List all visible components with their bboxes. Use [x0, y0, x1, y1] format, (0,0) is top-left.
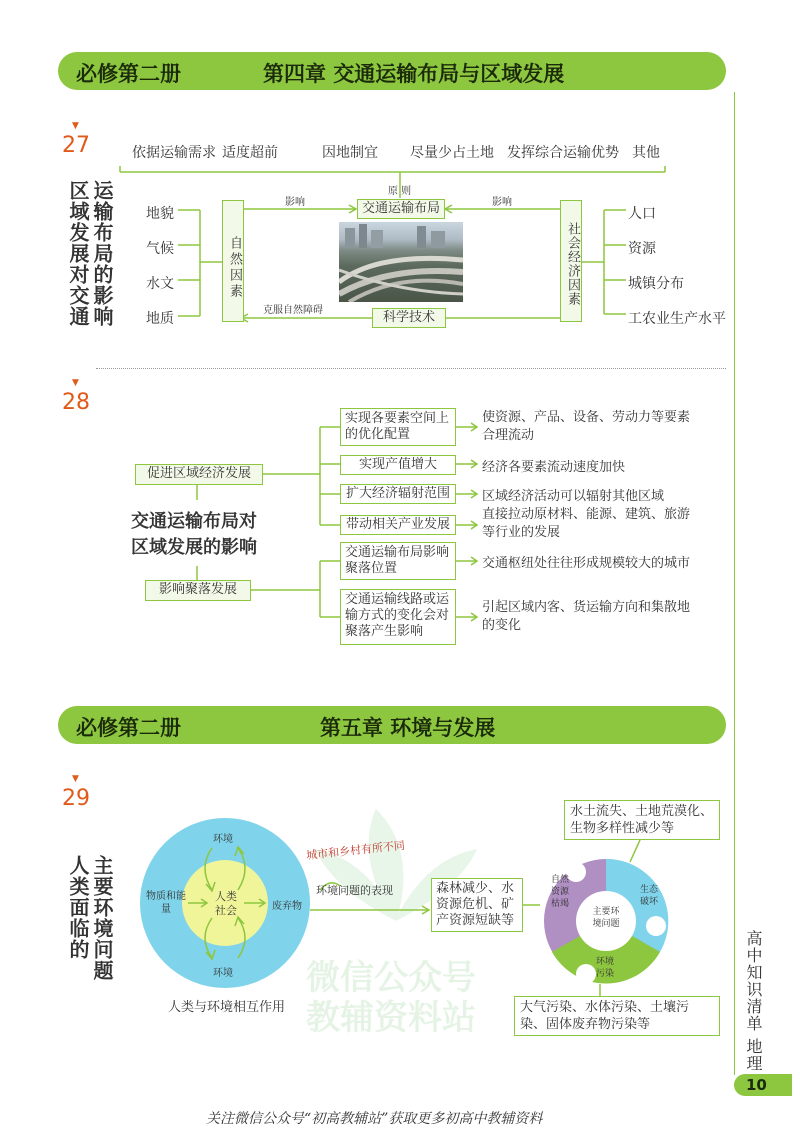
circle-caption: 人类与环境相互作用: [168, 1000, 286, 1015]
cause-box: 带动相关产业发展: [340, 515, 456, 535]
cause-box: 实现产值增大: [340, 455, 456, 475]
section-29-title-b: 人类面临的: [66, 855, 90, 960]
footer-note: 关注微信公众号“初高教辅站”获取更多初高中教辅资料: [206, 1111, 543, 1127]
natural-factor-box: 自然因素: [222, 200, 244, 322]
cause-box: 交通运输布局影响聚落位置: [340, 542, 456, 580]
problem-label: 环境问题的表现: [316, 884, 393, 897]
resource-problem-box: 森林减少、水资源危机、矿产资源短缺等: [431, 878, 523, 932]
cause-box: 交通运输线路或运输方式的变化会对聚落产生影响: [340, 589, 456, 645]
principle-label: 原 则: [388, 186, 412, 197]
social-item: 人口: [628, 206, 656, 222]
section-27-title-b: 区域发展对交通: [66, 180, 90, 327]
effect-text: 使资源、产品、设备、劳动力等要素合理流动: [482, 410, 691, 443]
side-tab: [734, 0, 800, 1075]
effect-text: 交通枢纽处往往形成规模较大的城市: [482, 556, 691, 571]
cycle-center-label: 主要环境问题: [592, 907, 620, 929]
natural-item: 气候: [146, 241, 174, 257]
natural-item: 水文: [146, 276, 174, 292]
watermark-line2: 教辅资料站: [306, 998, 476, 1038]
branch-economy-box: 促进区域经济发展: [135, 464, 263, 485]
series-label: 必修第二册: [76, 716, 181, 740]
science-tech-box: 科学技术: [372, 308, 446, 328]
transport-layout-box: 交通运输布局: [357, 199, 445, 219]
cycle-eco-label: 生态破坏: [639, 885, 658, 907]
effect-text: 经济各要素流动速度加快: [482, 460, 626, 475]
page-number-tab: [734, 1074, 792, 1096]
effect-text: 直接拉动原材料、能源、建筑、旅游等行业的发展: [482, 507, 691, 540]
env-top-label: 环境: [213, 834, 233, 845]
influence-right-label: 影响: [492, 197, 512, 208]
branch-settlement-box: 影响聚落发展: [145, 580, 251, 601]
input-label: 物质和能量: [146, 891, 186, 915]
urban-rural-note: 城市和乡村有所不同: [305, 838, 406, 863]
cause-box: 实现各要素空间上的优化配置: [340, 408, 456, 446]
env-bottom-label: 环境: [213, 968, 233, 979]
chapter-title: 第五章 环境与发展: [320, 716, 496, 740]
waste-label: 废弃物: [272, 901, 302, 912]
social-item: 资源: [628, 241, 656, 257]
section-29-title-a: 主要环境问题: [90, 855, 114, 981]
side-tab-text: 高中知识清单 地理: [744, 930, 763, 1073]
principle-item: 依据运输需求: [132, 145, 216, 161]
effect-text: 引起区域内客、货运输方向和集散地的变化: [482, 600, 691, 633]
human-society-label: 人类社会: [215, 890, 237, 917]
watermark-line1: 微信公众号: [306, 958, 476, 998]
effect-text: 区域经济活动可以辐射其他区域: [482, 489, 665, 504]
section-28-marker: ▼ 28: [62, 378, 90, 415]
principle-item: 其他: [632, 145, 660, 161]
cycle-resource-label: 自然资源枯竭: [550, 875, 569, 909]
cycle-pollution-label: 环境污染: [595, 957, 614, 979]
social-item: 城镇分布: [628, 276, 684, 292]
principle-item: 适度超前: [222, 145, 278, 161]
principle-item: 发挥综合运输优势: [507, 145, 619, 161]
eco-problem-box: 水土流失、土地荒漠化、生物多样性减少等: [564, 800, 720, 840]
influence-left-label: 影响: [285, 197, 305, 208]
section-27-title-a: 运输布局的影响: [90, 180, 114, 327]
page-number: 10: [746, 1076, 767, 1094]
triangle-icon: ▼: [72, 378, 79, 388]
cause-box: 扩大经济辐射范围: [340, 484, 456, 504]
side-tab-line: [734, 92, 735, 1075]
natural-item: 地貌: [146, 206, 174, 222]
principle-item: 尽量少占土地: [410, 145, 494, 161]
section-29-marker: ▼ 29: [62, 774, 90, 811]
series-label: 必修第二册: [76, 62, 181, 86]
pollution-problem-box: 大气污染、水体污染、土壤污染、固体废弃物污染等: [514, 996, 720, 1036]
section-28-title-line2: 区域发展的影响: [131, 537, 257, 558]
social-item: 工农业生产水平: [628, 311, 726, 327]
overcome-label: 克服自然障碍: [263, 305, 323, 316]
section-28-title-line1: 交通运输布局对: [131, 511, 257, 532]
triangle-icon: ▼: [72, 121, 79, 131]
chapter-title: 第四章 交通运输布局与区域发展: [263, 62, 565, 86]
section-27-marker: ▼ 27: [62, 121, 90, 158]
natural-item: 地质: [146, 311, 174, 327]
triangle-icon: ▼: [72, 774, 79, 784]
principle-item: 因地制宜: [322, 145, 378, 161]
social-factor-box: 社会经济因素: [560, 200, 582, 322]
